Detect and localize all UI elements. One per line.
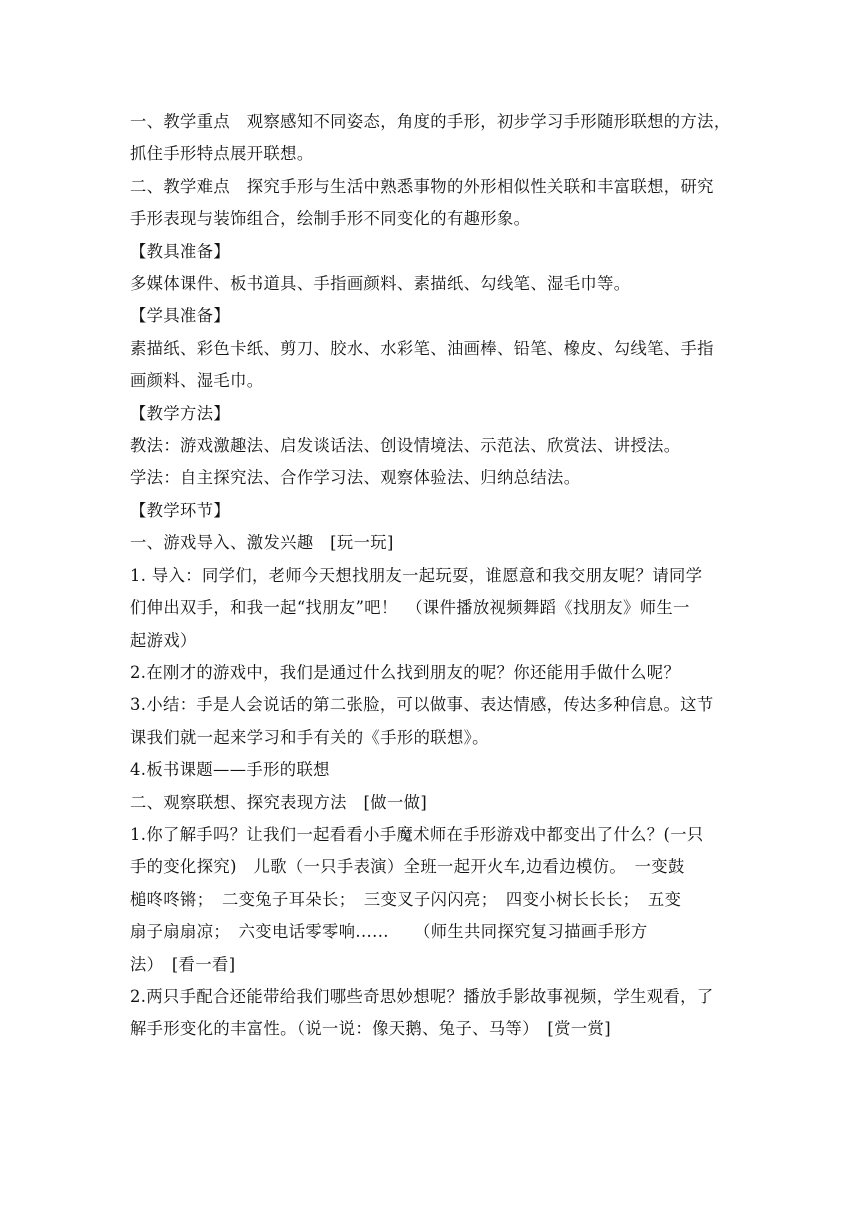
text-line: 手的变化探究) 儿歌（一只手表演）全班一起开火车,边看边模仿。 一变鼓 [130,857,685,877]
text-line: 解手形变化的丰富性。（说一说：像天鹅、兔子、马等） [赏一赏] [130,1019,611,1039]
document-body [130,106,735,1046]
text-line: 多媒体课件、板书道具、手指画颜料、素描纸、勾线笔、湿毛巾等。 [130,274,631,294]
text-line: 槌咚咚锵； 二变兔子耳朵长； 三变叉子闪闪亮； 四变小树长长长； 五变 [130,889,682,909]
section-heading: 【教学方法】 [130,403,231,423]
text-line: 手形表现与装饰组合，绘制手形不同变化的有趣形象。 [130,209,531,229]
text-line: 起游戏） [130,630,197,650]
section-heading: 【教具准备】 [130,241,231,261]
text-line: 画颜料、湿毛巾。 [130,371,264,391]
section-heading: 【教学环节】 [130,500,231,520]
text-line: 扇子扇扇凉； 六变电话零零响...... （师生共同探究复习描画手形方 [130,922,648,942]
text-line: 一、游戏导入、激发兴趣 [玩一玩] [130,533,394,553]
text-line: 课我们就一起来学习和手有关的《手形的联想》。 [130,727,489,747]
text-line: 1. 导入：同学们，老师今天想找朋友一起玩耍，谁愿意和我交朋友呢？请同学 [130,565,703,585]
text-line: 一、教学重点 观察感知不同姿态，角度的手形，初步学习手形随形联想的方法， [130,112,731,131]
text-line: 1.你了解手吗？让我们一起看看小手魔术师在手形游戏中都变出了什么？(一只 [130,824,704,844]
section-heading: 【学具准备】 [130,306,231,326]
text-line: 2.两只手配合还能带给我们哪些奇思妙想呢？播放手影故事视频，学生观看，了 [130,986,714,1006]
text-line: 们伸出双手，和我一起“找朋友”吧！ （课件播放视频舞蹈《找朋友》师生一 [130,598,690,618]
text-line: 法） [看一看] [130,954,236,974]
text-line: 二、观察联想、探究表现方法 [做一做] [130,792,428,812]
text-line: 3.小结：手是人会说话的第二张脸，可以做事、表达情感，传达多种信息。这节 [130,695,714,715]
text-line: 教法：游戏激趣法、启发谈话法、创设情境法、示范法、欣赏法、讲授法。 [130,436,681,456]
text-line: 素描纸、彩色卡纸、剪刀、胶水、水彩笔、油画棒、铅笔、橡皮、勾线笔、手指 [130,338,714,358]
text-line: 学法：自主探究法、合作学习法、观察体验法、归纳总结法。 [130,468,581,488]
text-line: 抓住手形特点展开联想。 [130,144,314,164]
text-line: 二、教学难点 探究手形与生活中熟悉事物的外形相似性关联和丰富联想，研究 [130,176,714,196]
text-line: 4.板书课题——手形的联想 [130,760,330,780]
text-line: 2.在刚才的游戏中，我们是通过什么找到朋友的呢？你还能用手做什么呢？ [130,662,681,682]
